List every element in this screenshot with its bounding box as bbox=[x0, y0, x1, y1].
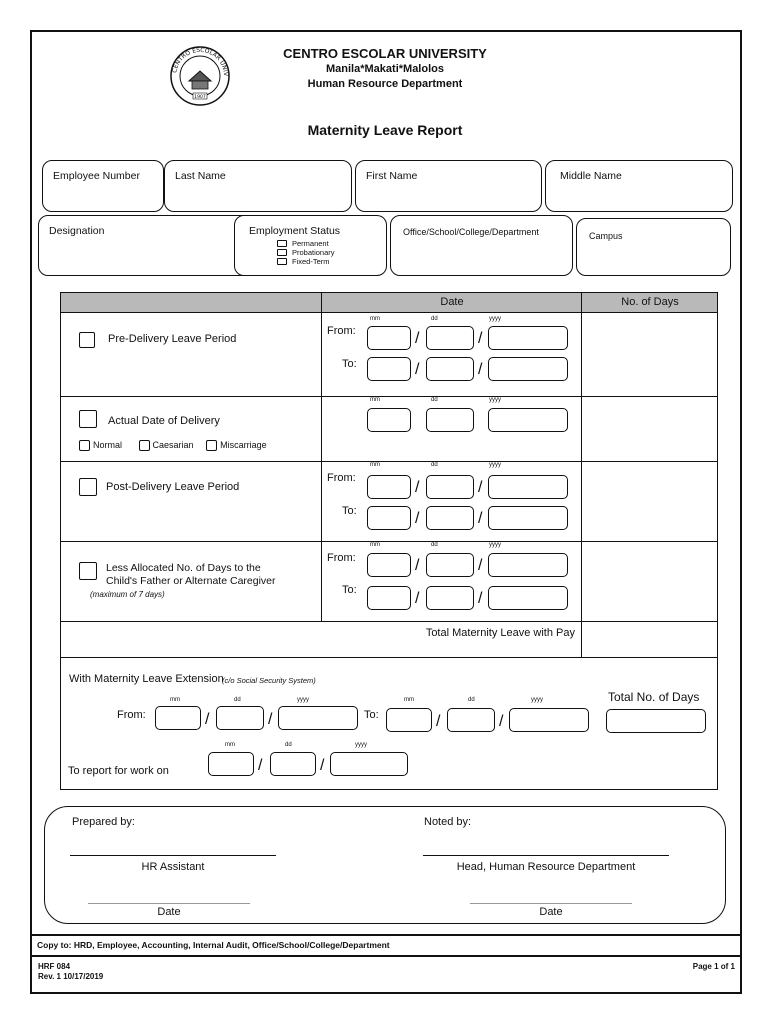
post-to-dd-input[interactable] bbox=[426, 506, 474, 530]
head-hr-role: Head, Human Resource Department bbox=[456, 861, 636, 873]
delivery-type-options bbox=[79, 440, 267, 451]
date-slash: / bbox=[268, 711, 273, 728]
row-divider bbox=[61, 541, 717, 542]
delivery-yyyy-input[interactable] bbox=[488, 408, 568, 432]
prepared-signature-line[interactable] bbox=[70, 855, 276, 856]
campus-list: Manila*Makati*Malolos bbox=[326, 63, 444, 75]
ext-total-days-input[interactable] bbox=[606, 709, 706, 733]
from-label: From: bbox=[327, 325, 356, 337]
permanent-checkbox[interactable] bbox=[277, 240, 287, 247]
caesarian-label: Caesarian bbox=[152, 440, 194, 450]
total-days-label: Total No. of Days bbox=[608, 690, 700, 704]
dd-hint: dd bbox=[234, 697, 241, 703]
less-to-dd-input[interactable] bbox=[426, 586, 474, 610]
employment-status-label: Employment Status bbox=[249, 225, 341, 237]
ext-from-mm-input[interactable] bbox=[155, 706, 201, 730]
to-label: To: bbox=[342, 358, 357, 370]
ext-to-yyyy-input[interactable] bbox=[509, 708, 589, 732]
delivery-mm-input[interactable] bbox=[367, 408, 411, 432]
first-name-field[interactable] bbox=[355, 160, 542, 212]
report-yyyy-input[interactable] bbox=[330, 752, 408, 776]
office-label: Office/School/College/Department bbox=[403, 227, 539, 237]
col-divider-days bbox=[581, 293, 582, 658]
hr-assistant-role: HR Assistant bbox=[141, 861, 205, 873]
normal-label: Normal bbox=[93, 440, 123, 450]
pre-to-yyyy-input[interactable] bbox=[488, 357, 568, 381]
mm-hint: mm bbox=[225, 742, 235, 748]
less-to-mm-input[interactable] bbox=[367, 586, 411, 610]
mm-hint: mm bbox=[370, 462, 380, 468]
form-code: HRF 084 bbox=[38, 962, 71, 971]
to-label: To: bbox=[342, 505, 357, 517]
date-slash: / bbox=[478, 557, 483, 574]
row-divider bbox=[61, 461, 717, 462]
yyyy-hint: yyyy bbox=[355, 742, 367, 748]
date-slash: / bbox=[320, 757, 325, 774]
post-delivery-checkbox[interactable] bbox=[79, 478, 97, 496]
ext-from-dd-input[interactable] bbox=[216, 706, 264, 730]
report-work-label: To report for work on bbox=[68, 765, 169, 777]
normal-checkbox[interactable] bbox=[79, 440, 90, 451]
pre-from-yyyy-input[interactable] bbox=[488, 326, 568, 350]
pre-delivery-label: Pre-Delivery Leave Period bbox=[108, 333, 237, 345]
copy-to-text: Copy to: HRD, Employee, Accounting, Internal Audit, Office/School/College/Department bbox=[37, 940, 390, 950]
form-title: Maternity Leave Report bbox=[307, 122, 463, 138]
post-from-dd-input[interactable] bbox=[426, 475, 474, 499]
first-name-label: First Name bbox=[366, 170, 418, 182]
mm-hint: mm bbox=[370, 542, 380, 548]
less-allocated-label-1: Less Allocated No. of Days to the bbox=[106, 562, 261, 574]
ext-to-label: To: bbox=[364, 709, 379, 721]
extension-note: (c/o Social Security System) bbox=[222, 676, 316, 685]
date-slash: / bbox=[415, 590, 420, 607]
noted-by-label: Noted by: bbox=[424, 816, 472, 828]
permanent-label: Permanent bbox=[292, 239, 329, 248]
date-slash: / bbox=[478, 330, 483, 347]
total-maternity-days-cell[interactable] bbox=[582, 622, 717, 657]
extension-label: With Maternity Leave Extension bbox=[69, 673, 224, 685]
pre-to-dd-input[interactable] bbox=[426, 357, 474, 381]
office-field[interactable] bbox=[390, 215, 573, 276]
prepared-by-label: Prepared by: bbox=[72, 816, 135, 828]
designation-field[interactable] bbox=[38, 215, 262, 276]
pre-from-mm-input[interactable] bbox=[367, 326, 411, 350]
designation-label: Designation bbox=[49, 225, 105, 237]
middle-name-label: Middle Name bbox=[560, 170, 622, 182]
employee-number-label: Employee Number bbox=[53, 170, 140, 182]
campus-field[interactable] bbox=[576, 218, 731, 276]
ext-to-mm-input[interactable] bbox=[386, 708, 432, 732]
date-slash: / bbox=[415, 330, 420, 347]
mm-hint: mm bbox=[370, 397, 380, 403]
miscarriage-checkbox[interactable] bbox=[206, 440, 217, 451]
status-option-probationary[interactable] bbox=[277, 248, 386, 257]
col-divider-date bbox=[321, 293, 322, 621]
delivery-normal-option[interactable] bbox=[79, 440, 122, 450]
row-divider bbox=[61, 396, 717, 397]
less-to-yyyy-input[interactable] bbox=[488, 586, 568, 610]
mm-hint: mm bbox=[370, 316, 380, 322]
middle-name-field[interactable] bbox=[545, 160, 733, 212]
university-name: CENTRO ESCOLAR UNIVERSITY bbox=[283, 46, 487, 61]
date-slash: / bbox=[258, 757, 263, 774]
dd-hint: dd bbox=[285, 742, 292, 748]
status-option-fixed-term[interactable] bbox=[277, 257, 386, 266]
dd-hint: dd bbox=[468, 697, 475, 703]
last-name-label: Last Name bbox=[175, 170, 226, 182]
yyyy-hint: yyyy bbox=[489, 316, 501, 322]
less-from-mm-input[interactable] bbox=[367, 553, 411, 577]
ext-to-dd-input[interactable] bbox=[447, 708, 495, 732]
caesarian-checkbox[interactable] bbox=[139, 440, 150, 451]
ext-from-yyyy-input[interactable] bbox=[278, 706, 358, 730]
mm-hint: mm bbox=[404, 697, 414, 703]
less-allocated-label-2: Child's Father or Alternate Caregiver bbox=[106, 575, 276, 587]
report-dd-input[interactable] bbox=[270, 752, 316, 776]
date-slash: / bbox=[478, 361, 483, 378]
post-delivery-label: Post-Delivery Leave Period bbox=[106, 481, 240, 493]
col-days-header: No. of Days bbox=[621, 296, 679, 308]
dd-hint: dd bbox=[431, 462, 438, 468]
date-slash: / bbox=[415, 557, 420, 574]
yyyy-hint: yyyy bbox=[489, 462, 501, 468]
noted-signature-line[interactable] bbox=[423, 855, 669, 856]
date-slash: / bbox=[415, 479, 420, 496]
prepared-date-line[interactable] bbox=[88, 903, 250, 904]
dd-hint: dd bbox=[431, 397, 438, 403]
delivery-miscarriage-option[interactable] bbox=[206, 440, 267, 450]
fixed-term-checkbox[interactable] bbox=[277, 258, 287, 265]
post-to-mm-input[interactable] bbox=[367, 506, 411, 530]
seal-year: 1907 bbox=[194, 95, 206, 100]
yyyy-hint: yyyy bbox=[297, 697, 309, 703]
date-slash: / bbox=[478, 479, 483, 496]
less-allocated-checkbox[interactable] bbox=[79, 562, 97, 580]
actual-delivery-label: Actual Date of Delivery bbox=[108, 415, 220, 427]
seal-text: CENTRO ESCOLAR UNIV bbox=[171, 46, 230, 77]
last-name-field[interactable] bbox=[164, 160, 352, 212]
date-slash: / bbox=[478, 510, 483, 527]
yyyy-hint: yyyy bbox=[489, 397, 501, 403]
dd-hint: dd bbox=[431, 316, 438, 322]
pre-delivery-checkbox[interactable] bbox=[79, 332, 95, 348]
yyyy-hint: yyyy bbox=[489, 542, 501, 548]
delivery-caesarian-option[interactable] bbox=[139, 440, 194, 450]
post-to-yyyy-input[interactable] bbox=[488, 506, 568, 530]
university-seal bbox=[167, 45, 233, 107]
miscarriage-label: Miscarriage bbox=[220, 440, 267, 450]
from-label: From: bbox=[327, 552, 356, 564]
page-number: Page 1 of 1 bbox=[692, 962, 735, 971]
less-from-yyyy-input[interactable] bbox=[488, 553, 568, 577]
noted-date-label: Date bbox=[539, 906, 563, 918]
date-slash: / bbox=[499, 713, 504, 730]
yyyy-hint: yyyy bbox=[531, 697, 543, 703]
prepared-date-label: Date bbox=[157, 906, 181, 918]
pre-from-dd-input[interactable] bbox=[426, 326, 474, 350]
to-label: To: bbox=[342, 584, 357, 596]
report-mm-input[interactable] bbox=[208, 752, 254, 776]
date-slash: / bbox=[205, 711, 210, 728]
post-from-mm-input[interactable] bbox=[367, 475, 411, 499]
pre-to-mm-input[interactable] bbox=[367, 357, 411, 381]
revision-text: Rev. 1 10/17/2019 bbox=[38, 972, 104, 981]
less-allocated-note: (maximum of 7 days) bbox=[90, 590, 165, 599]
col-date-header: Date bbox=[440, 296, 464, 308]
status-option-permanent[interactable] bbox=[277, 239, 386, 248]
employment-status-field bbox=[234, 215, 387, 276]
ext-from-label: From: bbox=[117, 709, 146, 721]
department-name: Human Resource Department bbox=[307, 78, 463, 90]
date-slash: / bbox=[478, 590, 483, 607]
less-from-dd-input[interactable] bbox=[426, 553, 474, 577]
date-slash: / bbox=[415, 361, 420, 378]
delivery-dd-input[interactable] bbox=[426, 408, 474, 432]
campus-label: Campus bbox=[589, 231, 623, 241]
fixed-term-label: Fixed-Term bbox=[292, 257, 330, 266]
employee-number-field[interactable] bbox=[42, 160, 164, 212]
mm-hint: mm bbox=[170, 697, 180, 703]
from-label: From: bbox=[327, 472, 356, 484]
post-from-yyyy-input[interactable] bbox=[488, 475, 568, 499]
total-maternity-label: Total Maternity Leave with Pay bbox=[425, 627, 575, 639]
date-slash: / bbox=[436, 713, 441, 730]
actual-delivery-checkbox[interactable] bbox=[79, 410, 97, 428]
probationary-checkbox[interactable] bbox=[277, 249, 287, 256]
probationary-label: Probationary bbox=[292, 248, 335, 257]
noted-date-line[interactable] bbox=[470, 903, 632, 904]
date-slash: / bbox=[415, 510, 420, 527]
dd-hint: dd bbox=[431, 542, 438, 548]
